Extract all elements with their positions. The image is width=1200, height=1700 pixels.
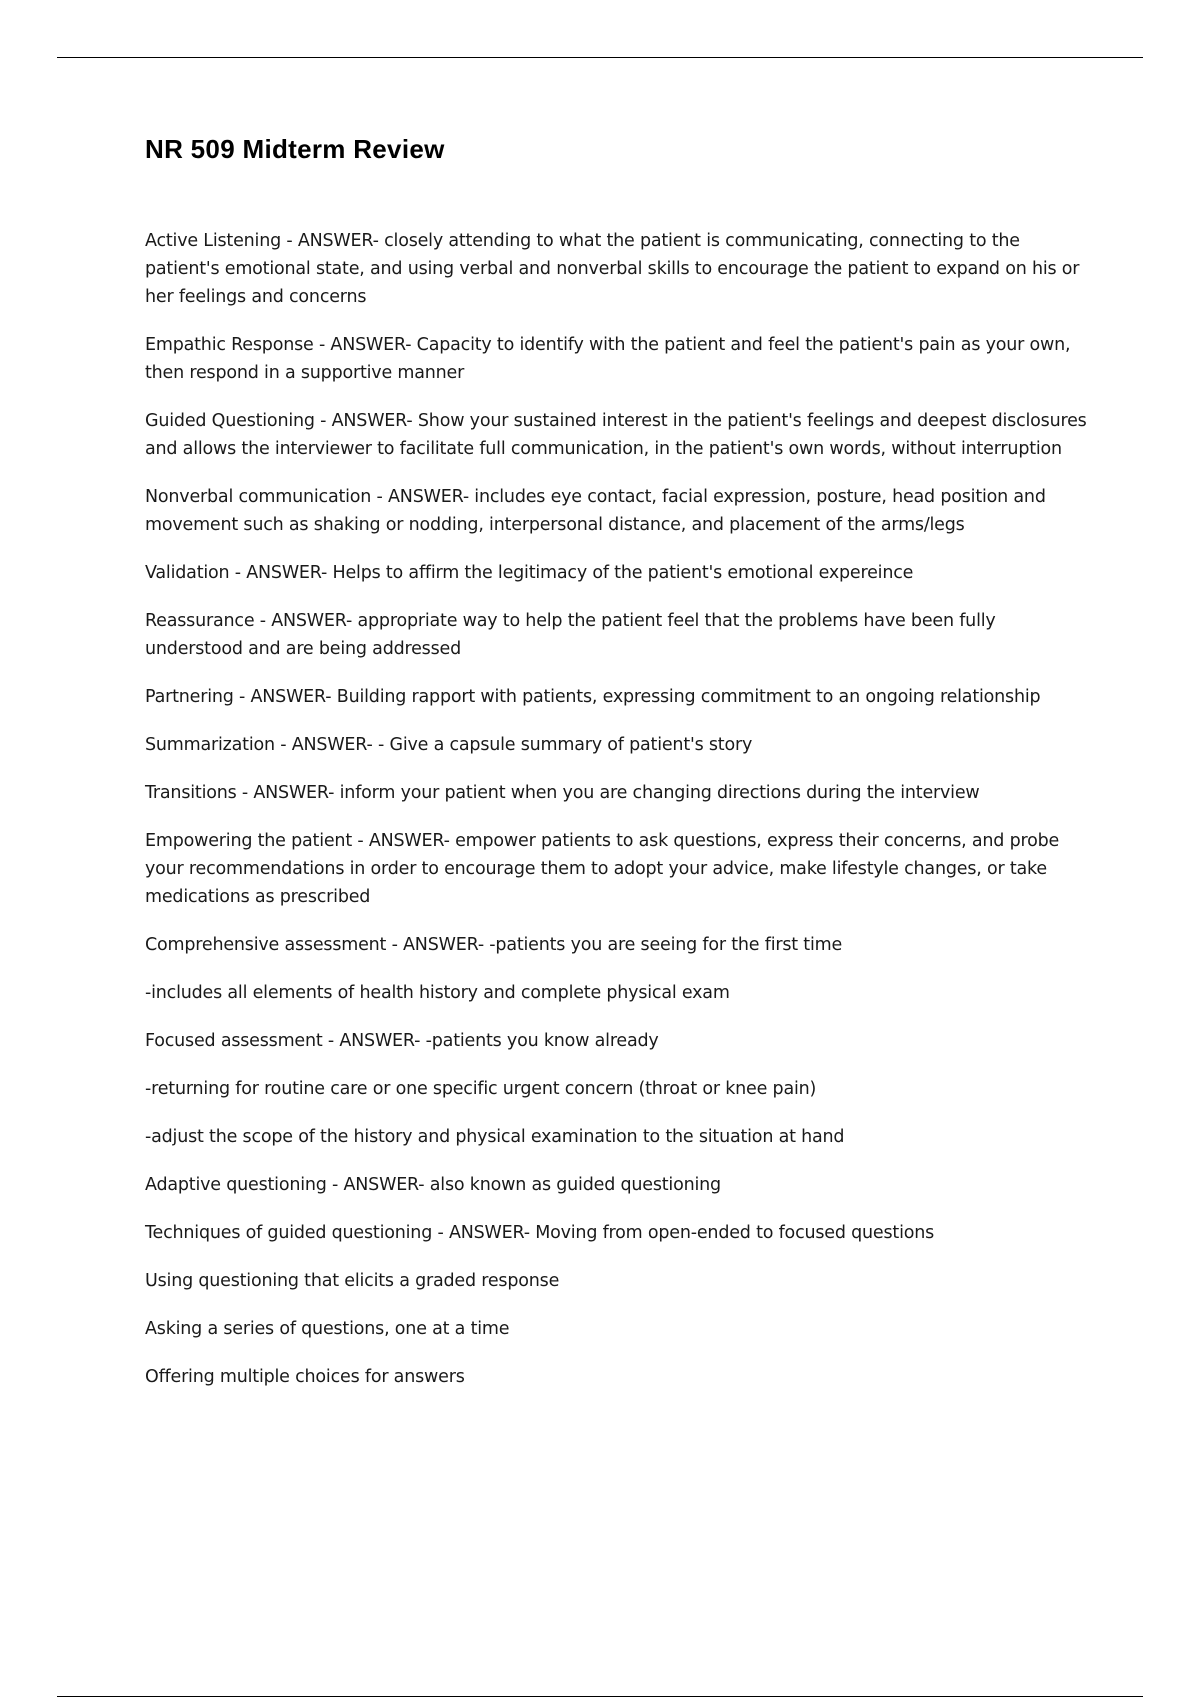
review-entry: Nonverbal communication - ANSWER- includes eye contact, facial expression, posture, head position and movement such as shaking or nodding, interpersonal distance, and placement of the arms/legs [145,487,1046,535]
review-entry: Techniques of guided questioning - ANSWER- Moving from open-ended to focused questions [145,1223,935,1243]
review-entry: Transitions - ANSWER- inform your patient when you are changing directions during the interview [145,783,980,803]
review-entry: -includes all elements of health history and complete physical exam [145,983,730,1003]
review-entry: Comprehensive assessment - ANSWER- -patients you are seeing for the first time [145,935,843,955]
document-body [145,134,1095,1411]
review-entry: Focused assessment - ANSWER- -patients you know already [145,1031,659,1051]
page-title: NR 509 Midterm Review [145,134,445,164]
review-entry: Empathic Response - ANSWER- Capacity to identify with the patient and feel the patient's pain as your own, then respond in a supportive manner [145,335,1071,383]
review-entry: Reassurance - ANSWER- appropriate way to help the patient feel that the problems have been fully understood and are being addressed [145,611,996,659]
review-entry: Empowering the patient - ANSWER- empower patients to ask questions, express their concerns, and probe your recommendations in order to encourage them to adopt your advice, make lifestyle changes, or take medications as prescribed [145,831,1060,907]
review-entries [145,227,1095,1391]
review-entry: Asking a series of questions, one at a time [145,1319,510,1339]
review-entry: -adjust the scope of the history and physical examination to the situation at hand [145,1127,845,1147]
review-entry: Using questioning that elicits a graded response [145,1271,560,1291]
review-entry: Partnering - ANSWER- Building rapport with patients, expressing commitment to an ongoing relationship [145,687,1041,707]
footer-divider [57,1696,1143,1697]
review-entry: Offering multiple choices for answers [145,1367,465,1387]
review-entry: Validation - ANSWER- Helps to affirm the legitimacy of the patient's emotional expereince [145,563,914,583]
review-entry: Adaptive questioning - ANSWER- also known as guided questioning [145,1175,721,1195]
review-entry: Guided Questioning - ANSWER- Show your sustained interest in the patient's feelings and deepest disclosures and allows the interviewer to facilitate full communication, in the patient's own words, without interruption [145,411,1087,459]
review-entry: Active Listening - ANSWER- closely attending to what the patient is communicating, connecting to the patient's emotional state, and using verbal and nonverbal skills to encourage the patient to expand on his or her feelings and concerns [145,231,1080,307]
review-entry: Summarization - ANSWER- - Give a capsule summary of patient's story [145,735,753,755]
review-entry: -returning for routine care or one specific urgent concern (throat or knee pain) [145,1079,817,1099]
header-divider [57,57,1143,58]
